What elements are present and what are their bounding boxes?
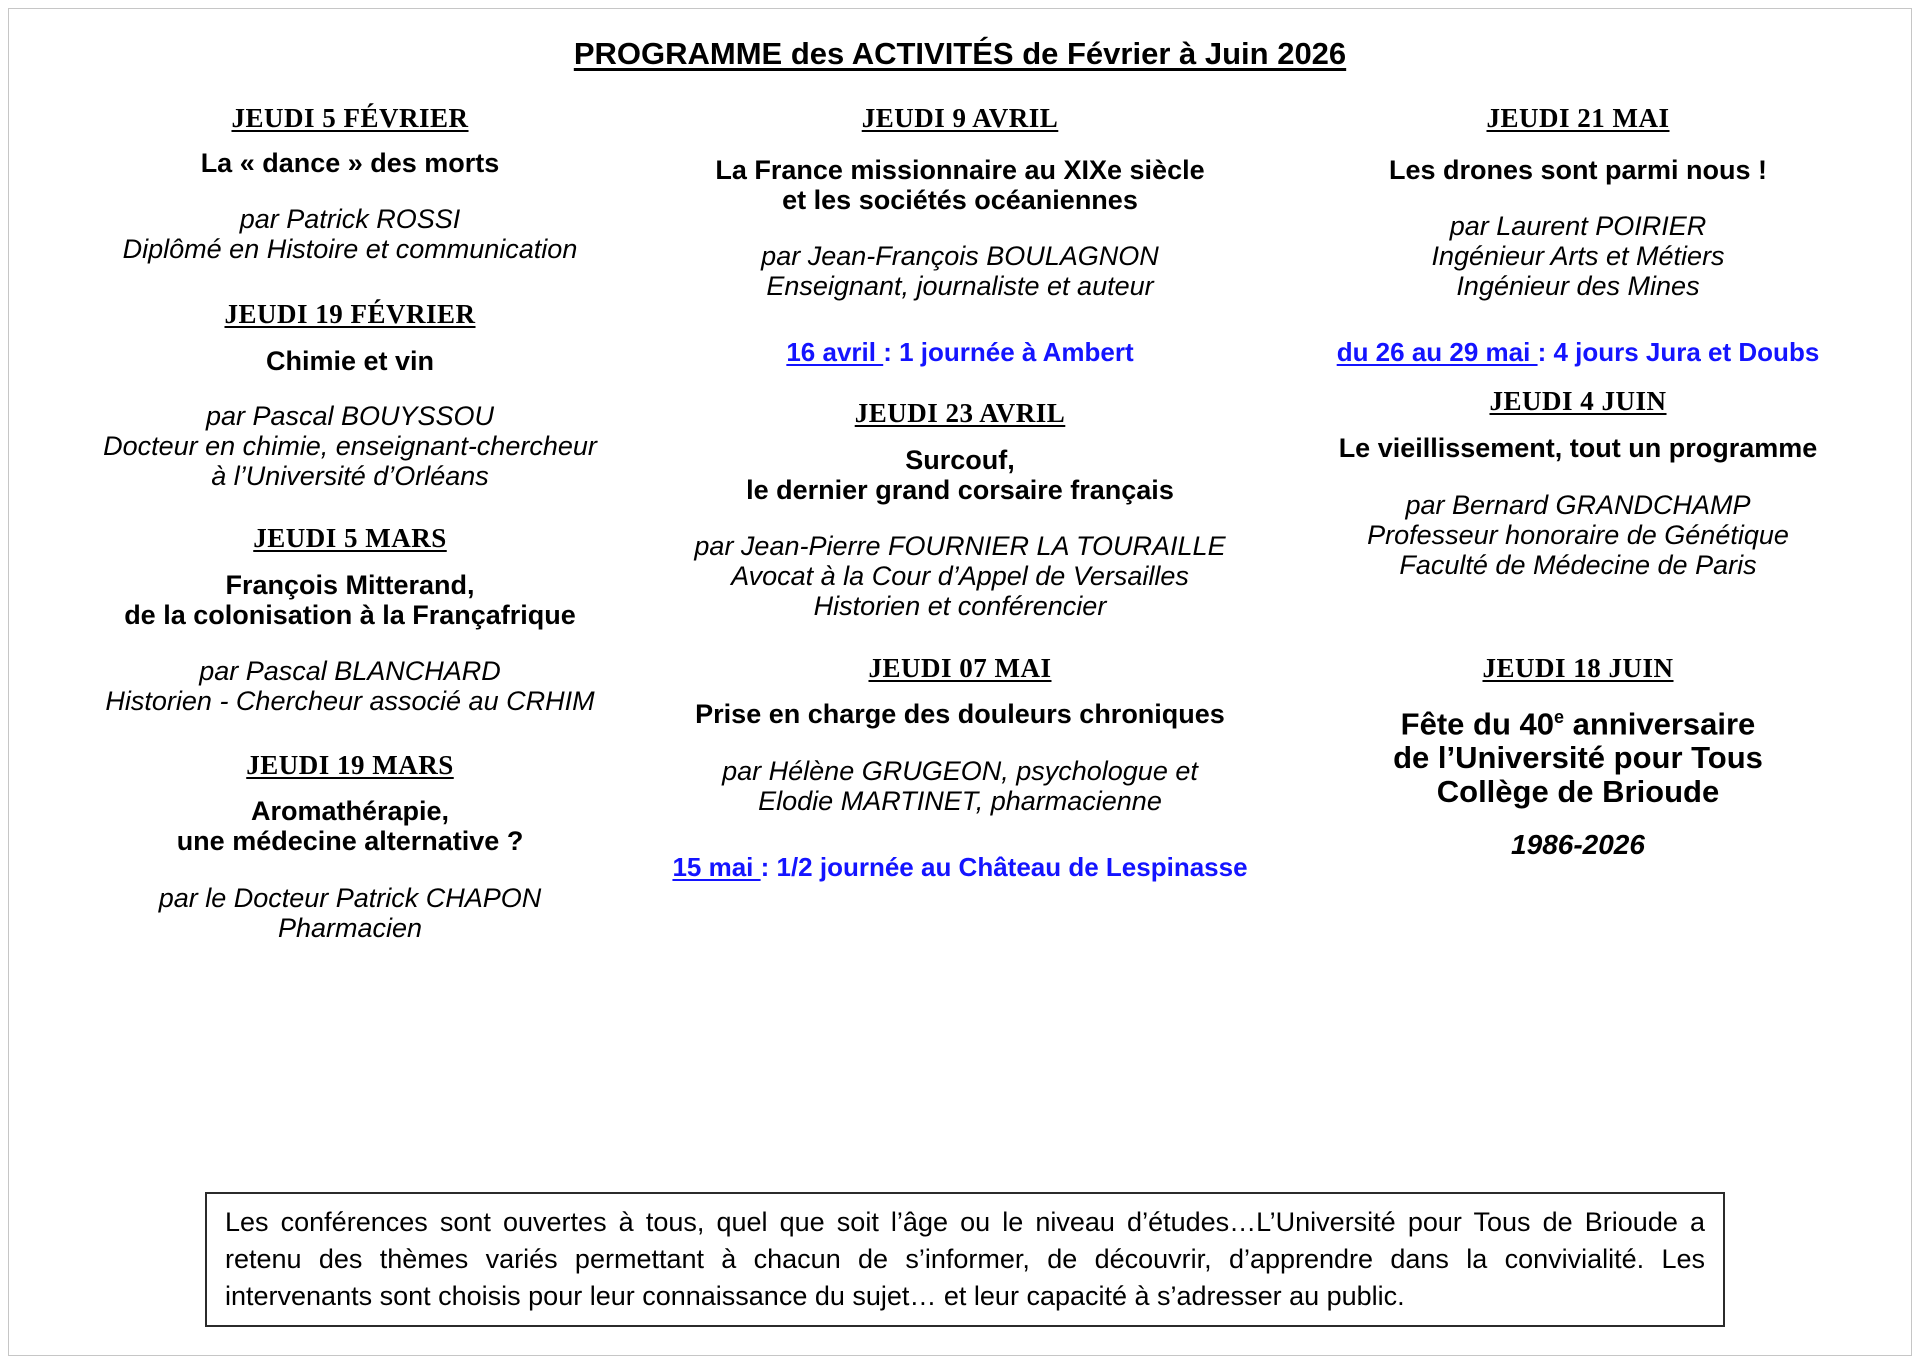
event-title bbox=[55, 570, 645, 630]
excursion-note bbox=[1278, 337, 1878, 368]
event-speaker bbox=[655, 756, 1265, 816]
page-title: PROGRAMME des ACTIVITÉS de Février à Juin 2026 bbox=[573, 36, 1347, 71]
event-speaker-line: Professeur honoraire de Génétique bbox=[1367, 520, 1789, 550]
anniversary-title-line: Collège de Brioude bbox=[1436, 774, 1720, 810]
event-title: Les drones sont parmi nous ! bbox=[1388, 155, 1768, 185]
event-title bbox=[655, 155, 1265, 215]
event-title: La « dance » des morts bbox=[200, 148, 500, 178]
event-speaker bbox=[655, 531, 1265, 621]
excursion-detail: : 1 journée à Ambert bbox=[883, 337, 1134, 367]
event-speaker-line: par le Docteur Patrick CHAPON bbox=[158, 883, 542, 913]
event-date-header: JEUDI 4 JUIN bbox=[1489, 386, 1667, 416]
excursion-note bbox=[655, 337, 1265, 368]
anniversary-title bbox=[1278, 700, 1878, 809]
event-date-header: JEUDI 19 FÉVRIER bbox=[224, 299, 476, 329]
event-title-line: et les sociétés océaniennes bbox=[782, 185, 1138, 215]
excursion-date: 15 mai bbox=[672, 852, 761, 882]
footer-note-box bbox=[205, 1192, 1725, 1327]
event-title bbox=[55, 796, 645, 856]
event-title-line: une médecine alternative ? bbox=[176, 826, 524, 856]
event-speaker-line: Pharmacien bbox=[277, 913, 423, 943]
event-speaker-line: Enseignant, journaliste et auteur bbox=[766, 271, 1154, 301]
event-speaker-line: par Hélène GRUGEON, psychologue et bbox=[722, 756, 1198, 786]
event-date-header: JEUDI 5 MARS bbox=[253, 523, 447, 553]
excursion-note bbox=[655, 852, 1265, 883]
event-title-line: le dernier grand corsaire français bbox=[746, 475, 1174, 505]
event-title-line: François Mitterand, bbox=[225, 570, 475, 600]
event-speaker-line: par Patrick ROSSI bbox=[239, 204, 461, 234]
event-speaker bbox=[655, 241, 1265, 301]
event-speaker-line: par Laurent POIRIER bbox=[1449, 211, 1707, 241]
event-date-header: JEUDI 19 MARS bbox=[246, 750, 454, 780]
event-title: Chimie et vin bbox=[265, 346, 435, 376]
event-speaker-line: Ingénieur Arts et Métiers bbox=[1431, 241, 1725, 271]
event-speaker bbox=[1278, 211, 1878, 301]
event-speaker-line: Diplômé en Histoire et communication bbox=[122, 234, 578, 264]
event-speaker-line: Avocat à la Cour d’Appel de Versailles bbox=[731, 561, 1189, 591]
event-title-line: de la colonisation à la Françafrique bbox=[124, 600, 576, 630]
column-may-june bbox=[1278, 0, 1878, 1358]
event-speaker-line: Docteur en chimie, enseignant-chercheur bbox=[103, 431, 597, 461]
event-date-header: JEUDI 9 AVRIL bbox=[861, 103, 1059, 133]
event-date-header: JEUDI 23 AVRIL bbox=[854, 398, 1066, 428]
anniversary-years: 1986-2026 bbox=[1511, 829, 1645, 860]
column-february-march bbox=[55, 0, 645, 1358]
event-title: Prise en charge des douleurs chroniques bbox=[695, 699, 1225, 729]
event-date-header: JEUDI 18 JUIN bbox=[1482, 653, 1674, 683]
anniversary-superscript: e bbox=[1554, 707, 1565, 727]
event-title bbox=[655, 445, 1265, 505]
event-speaker-line: Elodie MARTINET, pharmacienne bbox=[758, 786, 1162, 816]
event-title-line: Surcouf, bbox=[905, 445, 1015, 475]
footer-note-text: Les conférences sont ouvertes à tous, quel que soit l’âge ou le niveau d’études…L’Université pour Tous de Brioude a retenu des thèmes variés permettant à chacun de s’informer, de découvrir, d’apprendre dans la convivialité. Les intervenants sont choisis pour leur connaissance du sujet… et leur capacité à s’adresser au public. bbox=[225, 1207, 1705, 1311]
event-speaker-line: Historien - Chercheur associé au CRHIM bbox=[105, 686, 595, 716]
event-speaker-line: Ingénieur des Mines bbox=[1456, 271, 1700, 301]
anniversary-text: anniversaire bbox=[1564, 706, 1756, 742]
event-title-line: Aromathérapie, bbox=[250, 796, 450, 826]
event-speaker bbox=[1278, 490, 1878, 580]
event-title-line: La France missionnaire au XIXe siècle bbox=[715, 155, 1205, 185]
event-speaker bbox=[55, 656, 645, 716]
anniversary-title-line: de l’Université pour Tous bbox=[1393, 740, 1763, 776]
excursion-date: du 26 au 29 mai bbox=[1336, 337, 1538, 367]
event-speaker-line: par Bernard GRANDCHAMP bbox=[1405, 490, 1751, 520]
event-speaker bbox=[55, 204, 645, 264]
event-date-header: JEUDI 5 FÉVRIER bbox=[231, 103, 469, 133]
event-date-header: JEUDI 07 MAI bbox=[868, 653, 1052, 683]
event-title: Le vieillissement, tout un programme bbox=[1338, 433, 1818, 463]
event-speaker-line: à l’Université d’Orléans bbox=[211, 461, 489, 491]
event-date-header: JEUDI 21 MAI bbox=[1486, 103, 1670, 133]
anniversary-title-line bbox=[1278, 700, 1878, 741]
event-speaker bbox=[55, 883, 645, 943]
excursion-detail: : 4 jours Jura et Doubs bbox=[1537, 337, 1820, 367]
excursion-date: 16 avril bbox=[786, 337, 884, 367]
event-speaker-line: par Pascal BLANCHARD bbox=[199, 656, 501, 686]
excursion-detail: : 1/2 journée au Château de Lespinasse bbox=[760, 852, 1248, 882]
event-speaker bbox=[55, 401, 645, 491]
event-speaker-line: Faculté de Médecine de Paris bbox=[1399, 550, 1757, 580]
anniversary-text: Fête du 40 bbox=[1400, 706, 1554, 742]
column-april-may bbox=[655, 0, 1265, 1358]
event-speaker-line: par Jean-François BOULAGNON bbox=[761, 241, 1159, 271]
event-speaker-line: Historien et conférencier bbox=[813, 591, 1107, 621]
event-speaker-line: par Pascal BOUYSSOU bbox=[205, 401, 495, 431]
event-speaker-line: par Jean-Pierre FOURNIER LA TOURAILLE bbox=[694, 531, 1226, 561]
